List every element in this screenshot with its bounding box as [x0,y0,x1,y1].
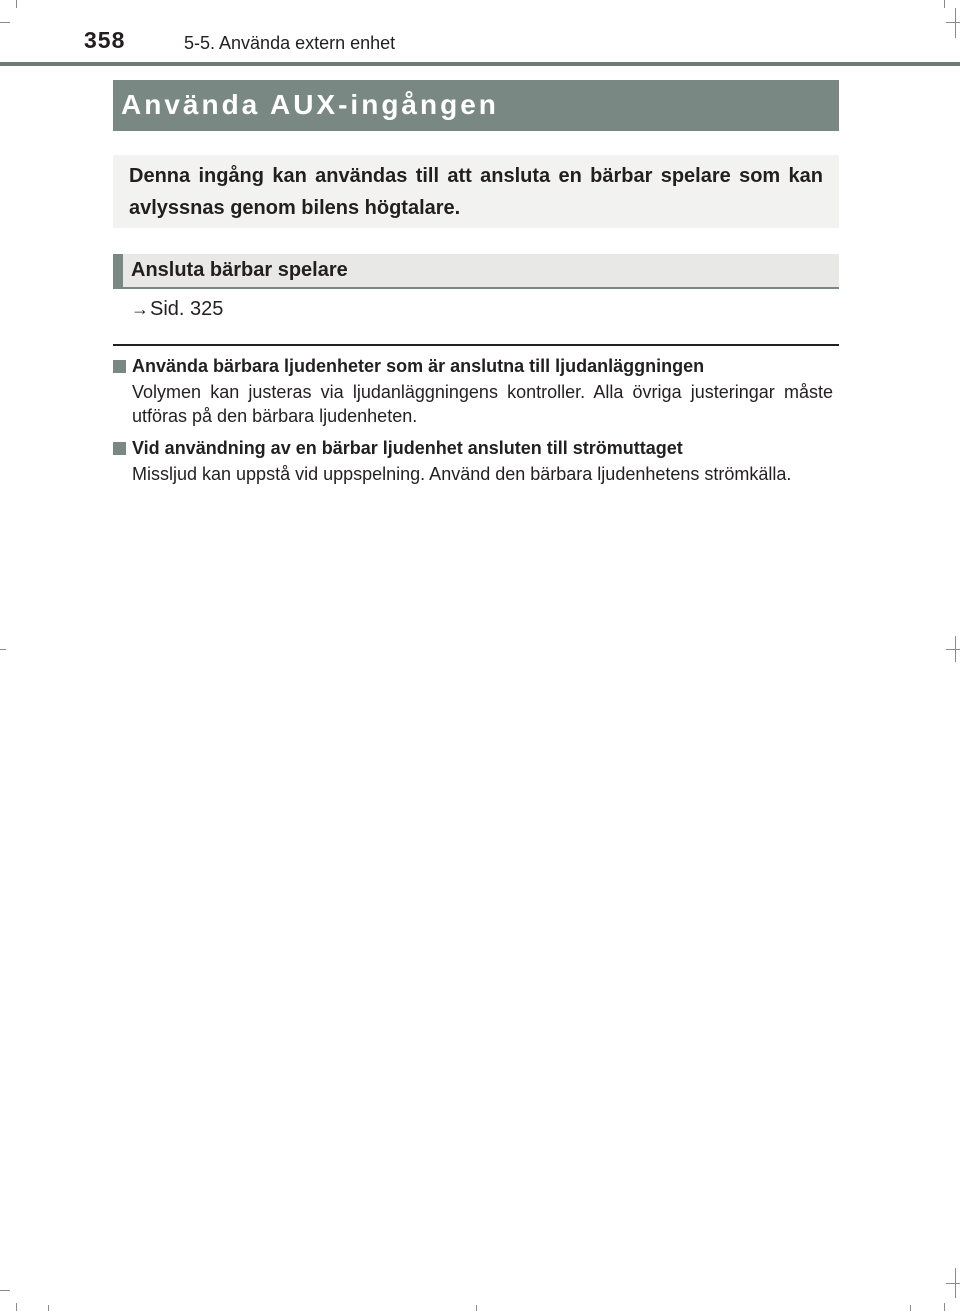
crop-mark [0,22,10,23]
note-heading [113,436,833,460]
crop-mark [946,22,960,23]
page-number: 358 [84,27,126,53]
crop-mark [48,1305,49,1311]
crop-mark [0,649,6,650]
crop-mark [0,1290,10,1291]
note-heading-text: Använda bärbara ljudenheter som är anslutna till ljudanläggningen [132,356,705,376]
intro-text: Denna ingång kan användas till att ansluta en bärbar spelare som kan avlyssnas genom bilens högtalare. [129,165,823,219]
note-item [113,354,833,428]
crop-mark [910,1305,911,1311]
note-body: Volymen kan justeras via ljudanläggningens kontroller. Alla övriga justeringar måste utföras på den bärbara ljudenheten. [132,382,833,426]
running-head: 5-5. Använda extern enhet [184,33,396,53]
crop-mark [944,1303,945,1311]
crop-mark [944,0,945,8]
page-reference [131,298,223,321]
crop-mark [946,1283,960,1284]
notes-divider [113,344,839,346]
arrow-right-icon: → [131,299,149,319]
section-banner [113,80,839,131]
crop-mark [476,1305,477,1311]
note-item [113,436,833,486]
square-bullet-icon [113,442,126,455]
subsection-title: Ansluta bärbar spelare [131,259,348,281]
header-rule [0,62,960,66]
page-reference-text: Sid. 325 [150,298,224,320]
note-heading-text: Vid användning av en bärbar ljudenhet ansluten till strömuttaget [132,438,683,458]
subsection-header [113,254,839,289]
crop-mark [955,8,956,38]
section-title: Använda AUX-ingången [121,89,499,120]
note-heading [113,354,833,378]
subsection-marker [113,254,123,287]
square-bullet-icon [113,360,126,373]
crop-mark [946,649,960,650]
note-body: Missljud kan uppstå vid uppspelning. Använd den bärbara ljudenhetens strömkälla. [132,464,792,484]
crop-mark [16,0,17,8]
intro-box [113,155,839,228]
crop-mark [16,1303,17,1311]
